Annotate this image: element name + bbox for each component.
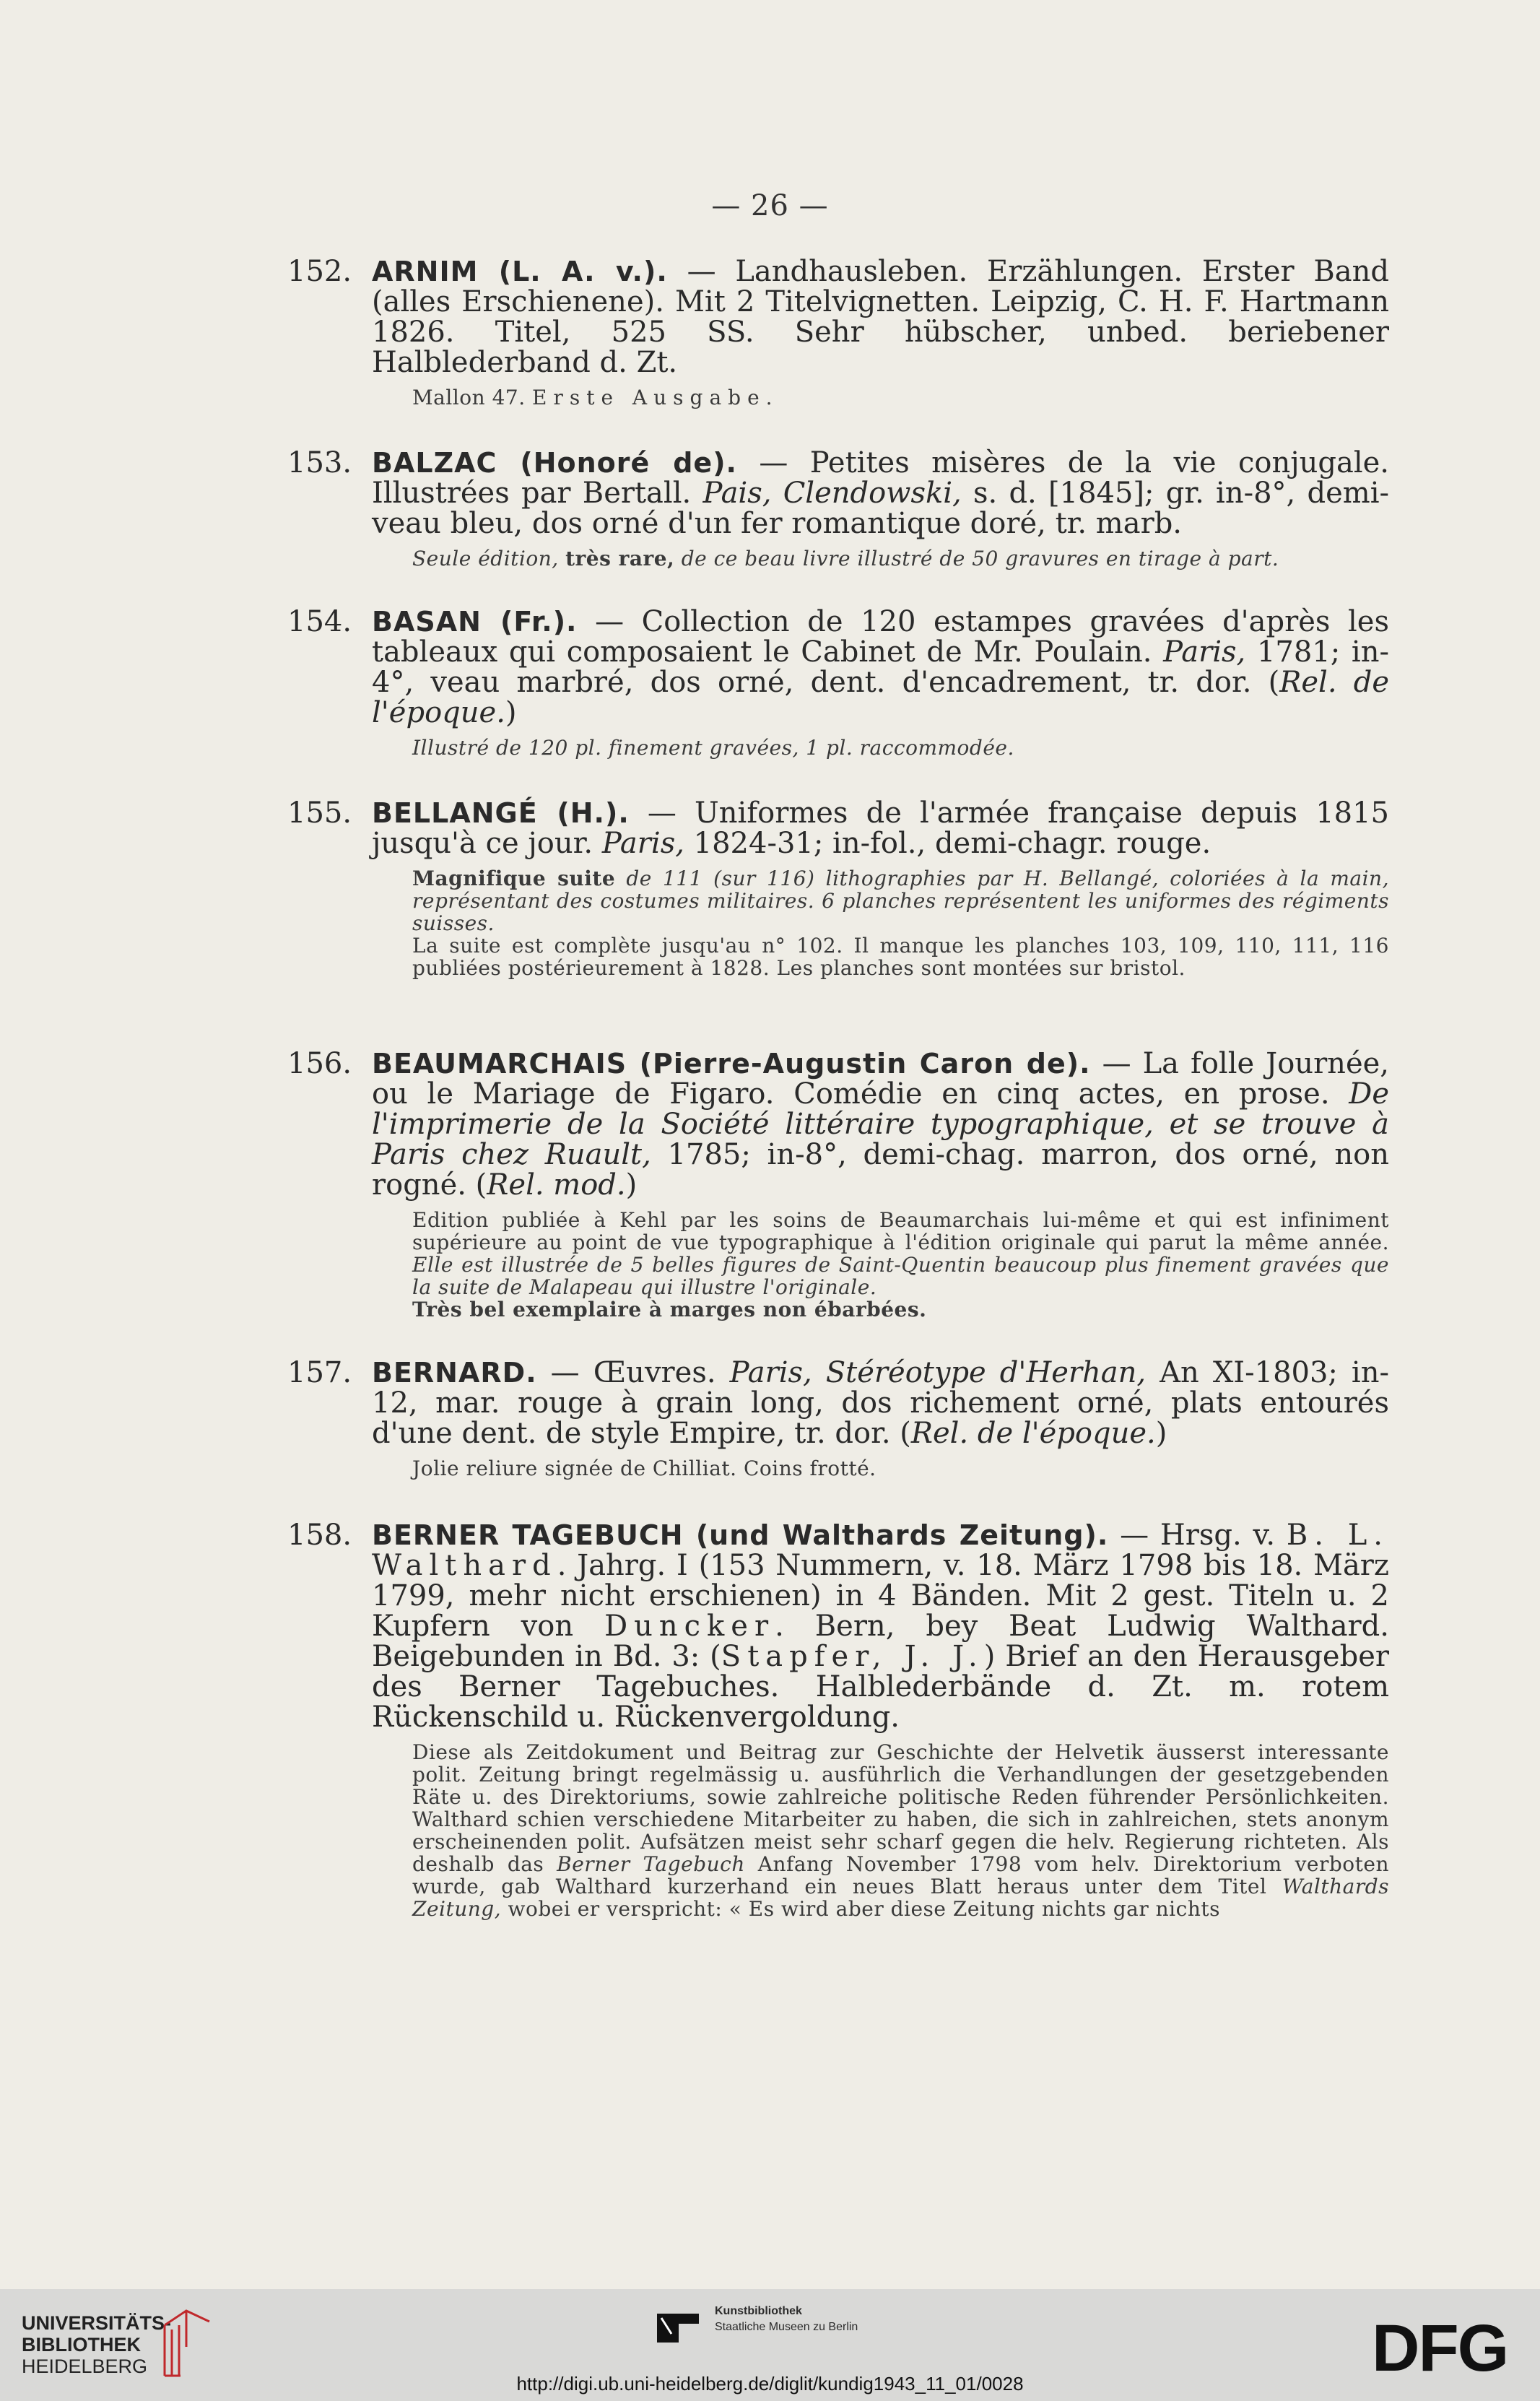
- ub-logo-line-3: HEIDELBERG: [22, 2356, 148, 2377]
- entry-heading: BALZAC (Honoré de).: [372, 447, 737, 479]
- entry-number: 158.: [287, 1519, 352, 1552]
- entry-heading: BERNARD.: [372, 1357, 537, 1389]
- entry-heading: BEAUMARCHAIS (Pierre-Augustin Caron de).: [372, 1048, 1091, 1080]
- source-url[interactable]: http://digi.ub.uni-heidelberg.de/diglit/kundig1943_11_01/0028: [516, 2373, 1024, 2395]
- entry-note: Diese als Zeitdokument und Beitrag zur Geschichte der Helvetik äusserst interessante polit. Zeitung bringt regelmässig u. ausführlich die Verhandlungen der gesetzgebenden Räte u. des Direktoriums, sowie zahlreiche politische Reden führender Persönlichkeiten. Walthard schien verschiedene Mitarbeiter zu haben, die sich in zahlreichen, stets anonym erscheinenden polit. Aufsätzen meist sehr scharf gegen die helv. Regierung richteten. Als deshalb das Berner Tagebuch Anfang November 1798 vom helv. Direktorium verboten wurde, gab Walthard kurzerhand ein neues Blatt heraus unter dem Titel Walthards Zeitung, wobei er verspricht: « Es wird aber diese Zeitung nichts gar nichts: [412, 1740, 1389, 1921]
- entry-text: 154. BASAN (Fr.). — Collection de 120 estampes gravées d'après les tableaux qui composaient le Cabinet de Mr. Poulain. Paris, 1781; in-4°, veau marbré, dos orné, dent. d'encadrement, tr. dor. (Rel. de l'époque.): [287, 605, 1390, 729]
- entry-number: 153.: [287, 446, 352, 479]
- entry-note: Illustré de 120 pl. finement gravées, 1 pl. raccommodée.: [412, 736, 1014, 760]
- entry-text: 158. BERNER TAGEBUCH (und Walthards Zeitung). — Hrsg. v. B. L. Walthard. Jahrg. I (153 Nummern, v. 18. März 1798 bis 18. März 1799, mehr nicht erschienen) in 4 Bänden. Mit 2 gest. Titeln u. 2 Kupfern von Duncker. Bern, bey Beat Ludwig Walthard. Beigebunden in Bd. 3: (Stapfer, J. J.) Brief an den Herausgeber des Berner Tagebuches. Halblederbände d. Zt. m. rotem Rückenschild u. Rückenvergoldung.: [287, 1519, 1390, 1734]
- entry-heading: BELLANGÉ (H.).: [372, 797, 630, 829]
- entry-text: 156. BEAUMARCHAIS (Pierre-Augustin Caron de). — La folle Journée, ou le Mariage de Figaro. Comédie en cinq actes, en prose. De l'imprimerie de la Société littéraire typographique, et se trouve à Paris chez Ruault, 1785; in-8°, demi-chag. marron, dos orné, non rogné. (Rel. mod.): [287, 1047, 1390, 1202]
- entry-number: 155.: [287, 796, 352, 830]
- catalog-entry-156: [287, 1048, 1389, 1321]
- entry-text: 157. BERNARD. — Œuvres. Paris, Stéréotype d'Herhan, An XI-1803; in-12, mar. rouge à grain long, dos richement orné, plats entourés d'une dent. de style Empire, tr. dor. (Rel. de l'époque.): [287, 1356, 1389, 1450]
- entry-note: Jolie reliure signée de Chilliat. Coins frotté.: [412, 1456, 876, 1480]
- entry-note: Edition publiée à Kehl par les soins de Beaumarchais lui-même et qui est infiniment supérieure au point de vue typographique à l'édition originale qui parut la même année. Elle est illustrée de 5 belles figures de Saint-Quentin beaucoup plus finement gravées que la suite de Malapeau qui illustre l'originale.: [412, 1208, 1389, 1299]
- catalog-entry-158: [287, 1520, 1389, 1920]
- entry-number: 156.: [287, 1047, 352, 1080]
- ub-heidelberg-logo[interactable]: [22, 2312, 171, 2377]
- page-number: — 26 —: [711, 189, 829, 222]
- entry-heading: ARNIM (L. A. v.).: [372, 256, 668, 287]
- ub-heidelberg-mark-icon: [159, 2304, 215, 2383]
- catalog-entry-152: [287, 256, 1389, 409]
- catalog-entry-155: [287, 798, 1389, 979]
- entry-note: Mallon 47. Erste Ausgabe.: [412, 386, 779, 409]
- entry-heading: BERNER TAGEBUCH (und Walthards Zeitung).: [372, 1519, 1109, 1551]
- entry-number: 154.: [287, 605, 352, 638]
- kunstbibliothek-subtitle: Staatliche Museen zu Berlin: [715, 2321, 858, 2333]
- kunstbibliothek-label[interactable]: [715, 2304, 858, 2335]
- entry-number: 157.: [287, 1356, 352, 1389]
- kunstbibliothek-logo-icon: [657, 2314, 699, 2343]
- dfg-logo[interactable]: DFG: [1372, 2311, 1508, 2385]
- ub-logo-line-1: UNIVERSITÄTS-: [22, 2312, 172, 2334]
- entry-text: 153. BALZAC (Honoré de). — Petites misères de la vie conjugale. Illustrées par Bertall. Pais, Clendowski, s. d. [1845]; gr. in-8°, demi-veau bleu, dos orné d'un fer romantique doré, tr. marb.: [287, 446, 1390, 540]
- catalog-entry-153: [287, 448, 1389, 570]
- entry-note: Seule édition, très rare, de ce beau livre illustré de 50 gravures en tirage à part.: [412, 547, 1279, 570]
- entry-note: Magnifique suite de 111 (sur 116) lithographies par H. Bellangé, coloriées à la main, représentant des costumes militaires. 6 planches représentent les uniformes des régiments suisses.: [412, 867, 1389, 935]
- kunstbibliothek-title: Kunstbibliothek: [715, 2305, 802, 2317]
- entry-heading: BASAN (Fr.).: [372, 606, 578, 638]
- entry-note-2: Très bel exemplaire à marges non ébarbées.: [412, 1298, 927, 1321]
- entry-number: 152.: [287, 255, 352, 288]
- catalog-entry-157: [287, 1358, 1389, 1480]
- catalog-entry-154: [287, 607, 1389, 759]
- ub-logo-line-2: BIBLIOTHEK: [22, 2334, 141, 2356]
- entry-note-2: La suite est complète jusqu'au n° 102. Il manque les planches 103, 109, 110, 111, 116 publiées postérieurement à 1828. Les planches sont montées sur bristol.: [412, 934, 1389, 980]
- entry-text: 155. BELLANGÉ (H.). — Uniformes de l'armée française depuis 1815 jusqu'à ce jour. Paris, 1824-31; in-fol., demi-chagr. rouge.: [287, 796, 1389, 860]
- entry-text: 152. ARNIM (L. A. v.). — Landhausleben. Erzählungen. Erster Band (alles Erschienene). Mit 2 Titelvignetten. Leipzig, C. H. F. Hartmann 1826. Titel, 525 SS. Sehr hübscher, unbed. beriebener Halblederband d. Zt.: [287, 255, 1389, 379]
